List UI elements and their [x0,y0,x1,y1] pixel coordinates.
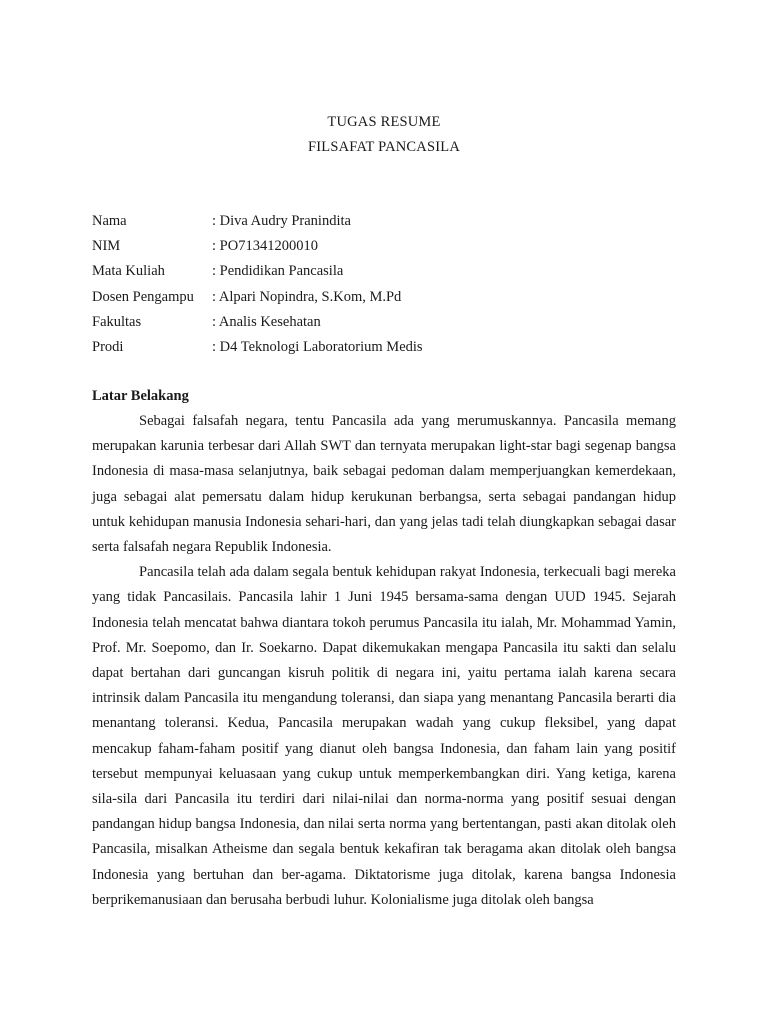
info-row-nama [92,209,423,234]
document-title: TUGAS RESUME [327,114,441,130]
body-text [92,409,676,913]
info-value: : D4 Teknologi Laboratorium Medis [212,339,423,356]
paragraph: Sebagai falsafah negara, tentu Pancasila ada yang merumuskannya. Pancasila memang merupakan karunia terbesar dari Allah SWT dan ternyata merupakan light-star bagi segenap bangsa Indonesia di masa-masa selanjutnya, baik sebagai pedoman dalam memperjuangkan kemerdekaan, juga sebagai alat pemersatu dalam hidup kerukunan berbangsa, serta sebagai pandangan hidup untuk kehidupan manusia Indonesia sehari-hari, dan yang jelas tadi telah diungkapkan sebagai dasar serta falsafah negara Republik Indonesia. [92,413,676,556]
info-row-mata-kuliah [92,259,423,284]
info-row-nim [92,234,423,259]
info-value: : Alpari Nopindra, S.Kom, M.Pd [212,288,402,305]
info-label: Prodi [92,339,124,356]
section-heading: Latar Belakang [92,388,189,404]
document-title-block [0,110,768,160]
info-value: : Analis Kesehatan [212,313,321,330]
paragraph: Pancasila telah ada dalam segala bentuk kehidupan rakyat Indonesia, terkecuali bagi mereka yang tidak Pancasilais. Pancasila lahir 1 Juni 1945 bersama-sama dengan UUD 1945. Sejarah Indonesia telah mencatat bahwa diantara tokoh perumus Pancasila itu ialah, Mr. Mohammad Yamin, Prof. Mr. Soepomo, dan Ir. Soekarno. Dapat dikemukakan mengapa Pancasila itu sakti dan selalu dapat bertahan dari guncangan kisruh politik di negara ini, yaitu pertama ialah karena secara intrinsik dalam Pancasila itu mengandung toleransi, dan siapa yang menantang Pancasila berarti dia menantang toleransi. Kedua, Pancasila merupakan wadah yang cukup fleksibel, yang dapat mencakup faham-faham positif yang dianut oleh bangsa Indonesia, dan faham lain yang positif tersebut mempunyai keluasaan yang cukup untuk memperkembangkan diri. Yang ketiga, karena sila-sila dari Pancasila itu terdiri dari nilai-nilai dan norma-norma yang positif sesuai dengan pandangan hidup bangsa Indonesia, dan nilai serta norma yang bertentangan, pasti akan ditolak oleh Pancasila, misalkan Atheisme dan segala bentuk kekafiran tak beragama akan ditolak oleh bangsa Indonesia yang bertuhan dan ber-agama. Diktatorisme juga ditolak, karena bangsa Indonesia berprikemanusiaan dan berusaha berbudi luhur. Kolonialisme juga ditolak oleh bangsa [92,564,676,908]
info-label: NIM [92,238,121,255]
info-label: Fakultas [92,313,142,330]
info-label: Nama [92,213,127,229]
info-value: : PO71341200010 [212,238,318,255]
info-row-fakultas [92,310,423,335]
info-value: : Pendidikan Pancasila [212,263,344,280]
student-info-table [92,209,423,360]
info-value: : Diva Audry Pranindita [212,213,351,229]
info-row-prodi [92,335,423,360]
info-row-dosen-pengampu [92,285,423,310]
document-subtitle: FILSAFAT PANCASILA [308,139,460,155]
info-label: Dosen Pengampu [92,288,194,305]
info-label: Mata Kuliah [92,263,165,280]
